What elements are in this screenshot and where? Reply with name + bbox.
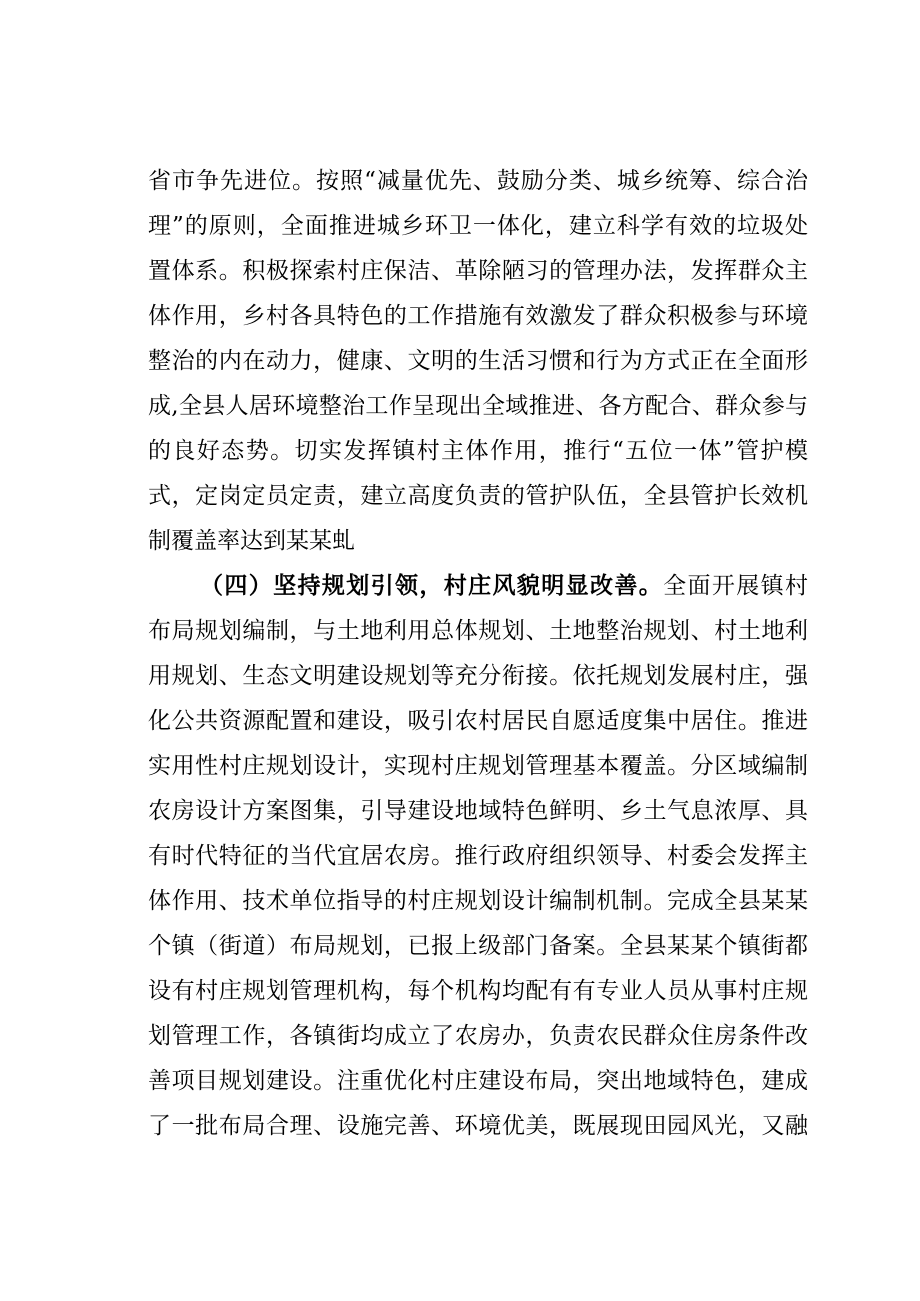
paragraph-line: 个镇（街道）布局规划，已报上级部门备案。全县某某个镇街都: [148, 933, 808, 959]
paragraph-first-line: [200, 571, 808, 601]
paragraph-line: 了一批布局合理、设施完善、环境优美，既展现田园风光，又融: [148, 1113, 808, 1139]
paragraph-line: 制覆盖率达到某某虬: [148, 528, 355, 554]
paragraph-line: 实用性村庄规划设计，实现村庄规划管理基本覆盖。分区域编制: [148, 753, 808, 779]
paragraph-line: 用规划、生态文明建设规划等充分衔接。依托规划发展村庄，强: [148, 663, 808, 689]
paragraph-line: 布局规划编制，与土地利用总体规划、土地整治规划、村土地利: [148, 618, 808, 644]
paragraph-line: 体作用，乡村各具特色的工作措施有效激发了群众积极参与环境: [148, 303, 808, 329]
paragraph-line: 成,全县人居环境整治工作呈现出全域推进、各方配合、群众参与: [148, 393, 808, 419]
paragraph-line: 的良好态势。切实发挥镇村主体作用，推行“五位一体”管护模: [148, 438, 808, 464]
paragraph-line: 理”的原则，全面推进城乡环卫一体化，建立科学有效的垃圾处: [148, 213, 808, 239]
paragraph-line: 体作用、技术单位指导的村庄规划设计编制机制。完成全县某某: [148, 888, 808, 914]
paragraph-line: 省市争先进位。按照“减量优先、鼓励分类、城乡统筹、综合治: [148, 168, 808, 194]
paragraph-line: 置体系。积极探索村庄保洁、革除陋习的管理办法，发挥群众主: [148, 258, 808, 284]
paragraph-line: 农房设计方案图集，引导建设地域特色鲜明、乡土气息浓厚、具: [148, 798, 808, 824]
paragraph-line: 化公共资源配置和建设，吸引农村居民自愿适度集中居住。推进: [148, 708, 808, 734]
heading-continuation: 全面开展镇村: [663, 573, 808, 599]
paragraph-line: 式，定岗定员定责，建立高度负责的管护队伍，全县管护长效机: [148, 483, 808, 509]
section-heading: （四）坚持规划引领，村庄风貌明显改善。: [200, 572, 664, 599]
paragraph-line: 有时代特征的当代宜居农房。推行政府组织领导、村委会发挥主: [148, 843, 808, 869]
paragraph-line: 善项目规划建设。注重优化村庄建设布局，突出地域特色，建成: [148, 1068, 808, 1094]
paragraph-line: 设有村庄规划管理机构，每个机构均配有有专业人员从事村庄规: [148, 978, 808, 1004]
paragraph-line: 划管理工作，各镇街均成立了农房办，负责农民群众住房条件改: [148, 1023, 808, 1049]
paragraph-line: 整治的内在动力，健康、文明的生活习惯和行为方式正在全面形: [148, 348, 808, 374]
